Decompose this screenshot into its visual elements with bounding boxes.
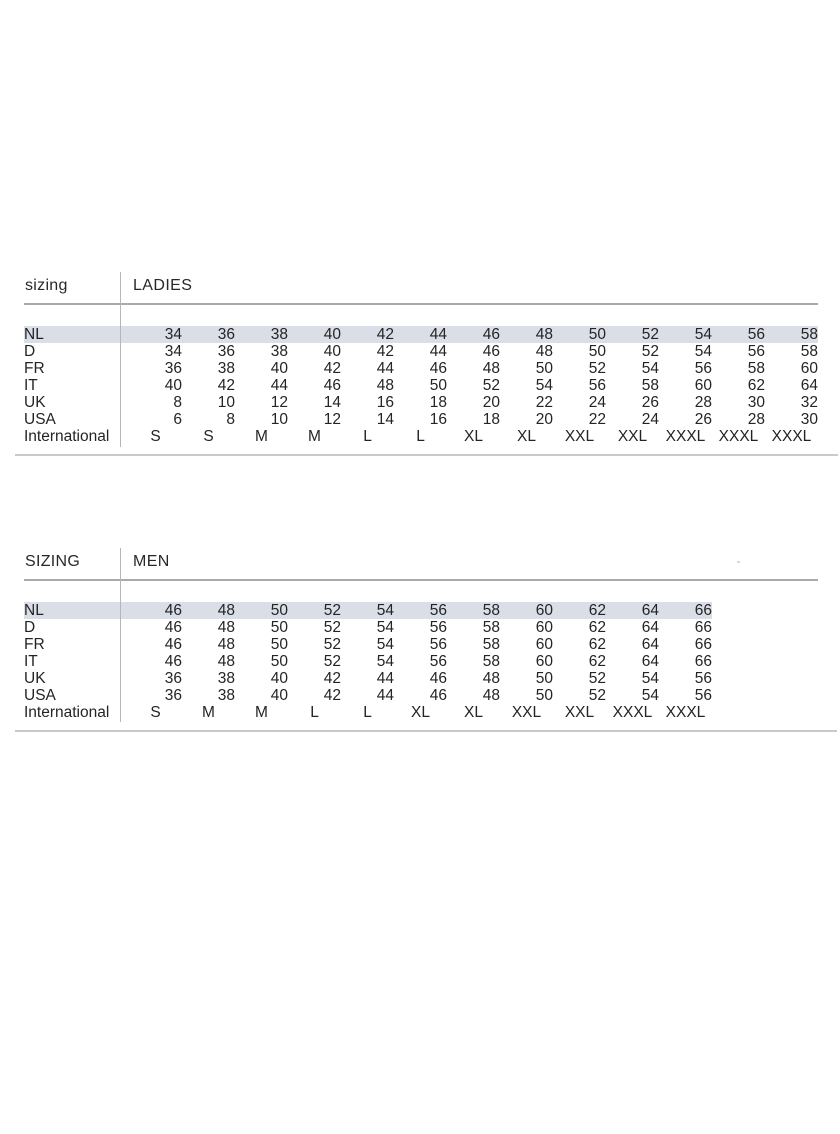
row-label: International [24, 428, 110, 445]
size-cell: 56 [694, 360, 712, 377]
sizing-label: SIZING [25, 553, 81, 570]
row-label: D [24, 343, 36, 360]
size-cell: 52 [323, 602, 341, 619]
size-cell: 56 [429, 619, 447, 636]
size-cell: 60 [535, 619, 553, 636]
size-cell: 64 [641, 619, 659, 636]
size-cell: 44 [270, 377, 288, 394]
size-cell: S [203, 428, 214, 445]
size-cell: 52 [588, 687, 606, 704]
men-bottom-rule [15, 730, 837, 732]
size-cell: 38 [270, 326, 288, 343]
size-cell: 56 [694, 687, 712, 704]
size-cell: 48 [535, 326, 553, 343]
size-cell: 52 [588, 360, 606, 377]
size-cell: 62 [588, 619, 606, 636]
size-cell: 64 [641, 636, 659, 653]
size-cell: 54 [376, 636, 394, 653]
size-cell: 40 [270, 360, 288, 377]
table-row [24, 619, 712, 636]
size-cell: 52 [641, 343, 659, 360]
size-cell: 36 [217, 326, 235, 343]
table-row [24, 377, 818, 394]
size-cell: 46 [482, 326, 500, 343]
size-cell: 30 [747, 394, 765, 411]
size-cell: 56 [588, 377, 606, 394]
size-cell: XXXL [612, 704, 653, 721]
row-label: D [24, 619, 36, 636]
size-cell: 12 [323, 411, 341, 428]
table-row [24, 704, 712, 721]
men-section-title: MEN [133, 553, 170, 570]
size-cell: 26 [641, 394, 659, 411]
size-cell: 10 [270, 411, 288, 428]
table-row [24, 360, 818, 377]
size-cell: 66 [694, 602, 712, 619]
size-cell: 54 [376, 619, 394, 636]
size-cell: XL [464, 704, 483, 721]
size-cell: 52 [323, 619, 341, 636]
size-cell: 36 [164, 670, 182, 687]
size-cell: 40 [323, 326, 341, 343]
scan-artifact-dot [737, 561, 740, 563]
size-cell: 30 [800, 411, 818, 428]
size-cell: XXL [564, 704, 595, 721]
men-section-header [24, 544, 818, 581]
size-cell: 66 [694, 653, 712, 670]
size-cell: 56 [429, 636, 447, 653]
size-cell: 60 [694, 377, 712, 394]
size-cell: 48 [535, 343, 553, 360]
size-cell: 52 [323, 636, 341, 653]
size-cell: XL [411, 704, 430, 721]
size-cell: 46 [482, 343, 500, 360]
size-cell: 50 [535, 687, 553, 704]
size-cell: 60 [535, 653, 553, 670]
sizing-label: sizing [25, 277, 68, 294]
size-cell: S [150, 704, 161, 721]
size-cell: 58 [482, 602, 500, 619]
size-cell: 62 [588, 653, 606, 670]
men-size-section [24, 544, 818, 721]
size-cell: 38 [217, 687, 235, 704]
size-cell: 46 [323, 377, 341, 394]
size-cell: 50 [270, 653, 288, 670]
row-label: International [24, 704, 110, 721]
size-cell: 8 [226, 411, 235, 428]
size-cell: 58 [747, 360, 765, 377]
table-row [24, 636, 712, 653]
size-cell: M [255, 428, 268, 445]
size-cell: 58 [800, 326, 818, 343]
row-label: FR [24, 636, 45, 653]
size-cell: 44 [376, 687, 394, 704]
size-cell: 8 [173, 394, 182, 411]
size-cell: 66 [694, 619, 712, 636]
size-cell: 10 [217, 394, 235, 411]
size-cell: 46 [429, 670, 447, 687]
size-cell: 54 [376, 653, 394, 670]
size-cell: 20 [535, 411, 553, 428]
size-cell: 26 [694, 411, 712, 428]
size-cell: M [255, 704, 268, 721]
table-row [24, 411, 818, 428]
size-cell: 62 [588, 602, 606, 619]
size-cell: 64 [641, 653, 659, 670]
size-cell: 36 [217, 343, 235, 360]
size-cell: 60 [535, 636, 553, 653]
size-cell: L [416, 428, 425, 445]
size-cell: 36 [164, 687, 182, 704]
size-cell: 40 [270, 670, 288, 687]
size-cell: 16 [429, 411, 447, 428]
size-cell: M [202, 704, 215, 721]
row-label: IT [24, 377, 38, 394]
size-cell: 18 [429, 394, 447, 411]
size-cell: 40 [164, 377, 182, 394]
ladies-section-header [24, 268, 818, 305]
size-cell: 56 [747, 326, 765, 343]
size-cell: 50 [270, 619, 288, 636]
table-row [24, 326, 818, 343]
size-cell: 12 [270, 394, 288, 411]
row-label: NL [24, 602, 44, 619]
table-row [24, 394, 818, 411]
size-cell: 46 [429, 687, 447, 704]
size-cell: 48 [217, 602, 235, 619]
size-cell: 16 [376, 394, 394, 411]
size-cell: 60 [800, 360, 818, 377]
size-cell: 48 [482, 360, 500, 377]
size-cell: 64 [641, 602, 659, 619]
size-cell: XXL [511, 704, 542, 721]
ladies-bottom-rule [15, 454, 838, 456]
size-cell: 58 [482, 619, 500, 636]
row-label: NL [24, 326, 44, 343]
size-cell: 48 [482, 687, 500, 704]
size-cell: 58 [800, 343, 818, 360]
size-cell: L [363, 428, 372, 445]
size-cell: 54 [535, 377, 553, 394]
size-cell: 58 [482, 653, 500, 670]
size-cell: 50 [270, 636, 288, 653]
size-cell: 38 [217, 360, 235, 377]
size-cell: 56 [429, 653, 447, 670]
size-cell: 42 [323, 687, 341, 704]
size-cell: 48 [217, 653, 235, 670]
size-cell: 54 [641, 670, 659, 687]
size-cell: 40 [323, 343, 341, 360]
size-cell: 56 [694, 670, 712, 687]
size-cell: 22 [588, 411, 606, 428]
size-cell: 54 [694, 326, 712, 343]
size-cell: 48 [217, 619, 235, 636]
size-cell: 52 [641, 326, 659, 343]
size-cell: XL [464, 428, 483, 445]
size-cell: 32 [800, 394, 818, 411]
size-cell: 48 [482, 670, 500, 687]
size-cell: 62 [588, 636, 606, 653]
size-cell: 52 [588, 670, 606, 687]
size-cell: 36 [164, 360, 182, 377]
row-label: IT [24, 653, 38, 670]
size-cell: 18 [482, 411, 500, 428]
size-cell: 44 [429, 326, 447, 343]
ladies-section-title: LADIES [133, 277, 193, 294]
size-cell: 50 [588, 326, 606, 343]
size-cell: L [310, 704, 319, 721]
size-cell: 24 [641, 411, 659, 428]
size-cell: 44 [376, 670, 394, 687]
size-cell: 50 [588, 343, 606, 360]
size-cell: 38 [217, 670, 235, 687]
size-cell: 22 [535, 394, 553, 411]
size-cell: 14 [323, 394, 341, 411]
size-cell: L [363, 704, 372, 721]
size-cell: 46 [429, 360, 447, 377]
size-cell: 48 [376, 377, 394, 394]
size-cell: 58 [482, 636, 500, 653]
size-cell: XXXL [718, 428, 759, 445]
size-cell: 50 [535, 670, 553, 687]
size-cell: 52 [482, 377, 500, 394]
row-label: UK [24, 670, 46, 687]
size-cell: 54 [376, 602, 394, 619]
size-cell: 46 [164, 636, 182, 653]
table-row [24, 670, 712, 687]
size-cell: 34 [164, 343, 182, 360]
table-row [24, 343, 818, 360]
table-row [24, 428, 818, 445]
size-cell: 28 [694, 394, 712, 411]
row-label: USA [24, 687, 56, 704]
size-cell: 42 [217, 377, 235, 394]
size-cell: 56 [747, 343, 765, 360]
size-cell: 44 [376, 360, 394, 377]
size-cell: 28 [747, 411, 765, 428]
size-cell: 64 [800, 377, 818, 394]
table-row [24, 602, 712, 619]
size-cell: 54 [641, 360, 659, 377]
table-row [24, 653, 712, 670]
size-cell: 34 [164, 326, 182, 343]
size-cell: XL [517, 428, 536, 445]
size-cell: 66 [694, 636, 712, 653]
size-cell: XXXL [665, 704, 706, 721]
size-cell: 46 [164, 619, 182, 636]
row-label: FR [24, 360, 45, 377]
size-cell: 56 [429, 602, 447, 619]
size-cell: 14 [376, 411, 394, 428]
size-cell: 58 [641, 377, 659, 394]
ladies-size-section [24, 268, 818, 445]
size-cell: M [308, 428, 321, 445]
table-row [24, 687, 712, 704]
size-cell: 48 [217, 636, 235, 653]
size-cell: 46 [164, 653, 182, 670]
size-cell: 24 [588, 394, 606, 411]
size-cell: 52 [323, 653, 341, 670]
men-vertical-divider [120, 548, 121, 722]
ladies-size-table [24, 326, 818, 445]
size-cell: 62 [747, 377, 765, 394]
size-cell: 60 [535, 602, 553, 619]
size-cell: 42 [323, 360, 341, 377]
size-cell: 54 [641, 687, 659, 704]
size-cell: XXXL [771, 428, 812, 445]
row-label: UK [24, 394, 46, 411]
size-cell: 50 [270, 602, 288, 619]
size-cell: 40 [270, 687, 288, 704]
size-cell: 54 [694, 343, 712, 360]
row-label: USA [24, 411, 56, 428]
size-cell: 46 [164, 602, 182, 619]
size-cell: 42 [376, 343, 394, 360]
size-cell: XXL [564, 428, 595, 445]
size-cell: XXL [617, 428, 648, 445]
size-cell: 20 [482, 394, 500, 411]
size-cell: 50 [429, 377, 447, 394]
men-size-table [24, 602, 712, 721]
size-cell: 44 [429, 343, 447, 360]
size-cell: 38 [270, 343, 288, 360]
size-cell: S [150, 428, 161, 445]
ladies-vertical-divider [120, 272, 121, 447]
size-cell: 6 [173, 411, 182, 428]
size-cell: 42 [376, 326, 394, 343]
size-cell: XXXL [665, 428, 706, 445]
size-cell: 42 [323, 670, 341, 687]
size-cell: 50 [535, 360, 553, 377]
